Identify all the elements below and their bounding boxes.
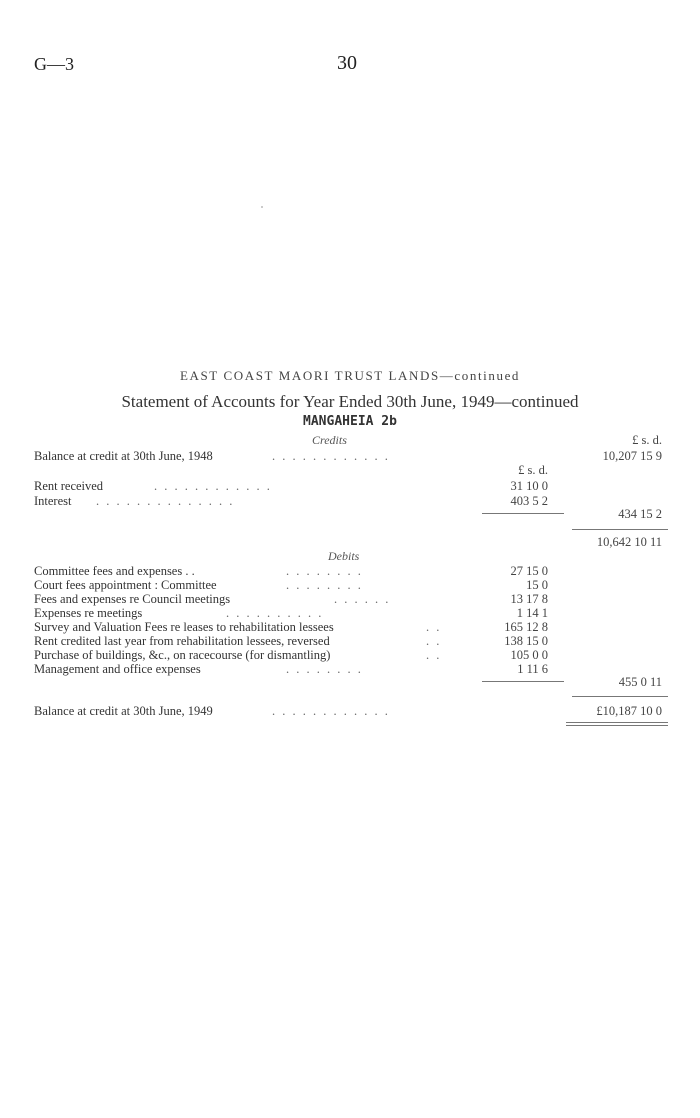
debit-item-label: Rent credited last year from rehabilitation lessees, reversed xyxy=(34,634,330,648)
credit-item-label: Rent received xyxy=(34,479,104,493)
debit-item-leaders: . . . . . . . . xyxy=(286,578,363,592)
credit-item-label: Interest xyxy=(34,494,72,508)
debit-item-label: Survey and Valuation Fees re leases to rehabilitation lessees xyxy=(34,620,334,634)
credit-item-amount: 403 5 2 xyxy=(510,494,548,508)
closing-balance-label: Balance at credit at 30th June, 1949 xyxy=(34,704,213,718)
debit-item-amount: 27 15 0 xyxy=(510,564,548,578)
double-rule-top xyxy=(566,722,668,723)
total-rule xyxy=(572,696,668,697)
opening-balance-label: Balance at credit at 30th June, 1948 xyxy=(34,449,213,463)
debit-item-label: Expenses re meetings xyxy=(34,606,143,620)
currency-heading: £ s. d. xyxy=(632,433,662,447)
credit-item-amount: 31 10 0 xyxy=(510,479,548,493)
debit-item-amount: 15 0 xyxy=(526,578,548,592)
debit-item-leaders: . . xyxy=(426,634,442,648)
credit-item-leaders: . . . . . . . . . . . . . . xyxy=(96,494,235,508)
opening-balance-amount: 10,207 15 9 xyxy=(602,449,662,463)
debit-item-leaders: . . . . . . . . xyxy=(286,564,363,578)
debit-item-label: Purchase of buildings, &c., on racecourse (for dismantling) xyxy=(34,648,331,662)
credit-item-leaders: . . . . . . . . . . . . xyxy=(154,479,272,493)
debit-item-amount: 105 0 0 xyxy=(510,648,548,662)
debit-item-label: Court fees appointment : Committee xyxy=(34,578,217,592)
debits-heading: Debits xyxy=(328,549,360,563)
sub-rule xyxy=(482,681,564,682)
debit-item-amount: 165 12 8 xyxy=(504,620,548,634)
debit-item-label: Management and office expenses xyxy=(34,662,201,676)
debit-item-leaders: . . xyxy=(426,648,442,662)
debit-item-label: Committee fees and expenses . . xyxy=(34,564,195,578)
debit-item-leaders: . . . . . . . . xyxy=(286,662,363,676)
debit-item-amount: 1 14 1 xyxy=(516,606,548,620)
report-title: EAST COAST MAORI TRUST LANDS—continued xyxy=(179,368,521,383)
block-name: MANGAHEIA 2b xyxy=(303,414,397,429)
sub-currency-heading: £ s. d. xyxy=(518,463,548,477)
total-rule xyxy=(572,529,668,530)
double-rule-bottom xyxy=(566,725,668,726)
debit-item-amount: 138 15 0 xyxy=(504,634,548,648)
page-number: 30 xyxy=(337,52,357,74)
debit-item-label: Fees and expenses re Council meetings xyxy=(34,592,231,606)
debit-item-leaders: . . . . . . . . . . xyxy=(226,606,324,620)
debit-item-amount: 13 17 8 xyxy=(510,592,548,606)
opening-balance-leaders: . . . . . . . . . . . . xyxy=(272,449,390,463)
credits-total: 10,642 10 11 xyxy=(596,535,662,549)
document-reference: G—3 xyxy=(34,54,74,74)
closing-balance-leaders: . . . . . . . . . . . . xyxy=(272,704,390,718)
speck-mark xyxy=(261,206,263,208)
debit-item-amount: 1 11 6 xyxy=(517,662,548,676)
statement-title: Statement of Accounts for Year Ended 30th June, 1949—continued xyxy=(121,392,579,411)
debits-subtotal: 455 0 11 xyxy=(618,675,662,689)
credits-heading: Credits xyxy=(312,433,347,447)
debit-item-leaders: . . xyxy=(426,620,442,634)
credits-subtotal: 434 15 2 xyxy=(618,507,662,521)
closing-balance-amount: £10,187 10 0 xyxy=(596,704,662,718)
sub-rule xyxy=(482,513,564,514)
debit-item-leaders: . . . . . . xyxy=(334,592,391,606)
